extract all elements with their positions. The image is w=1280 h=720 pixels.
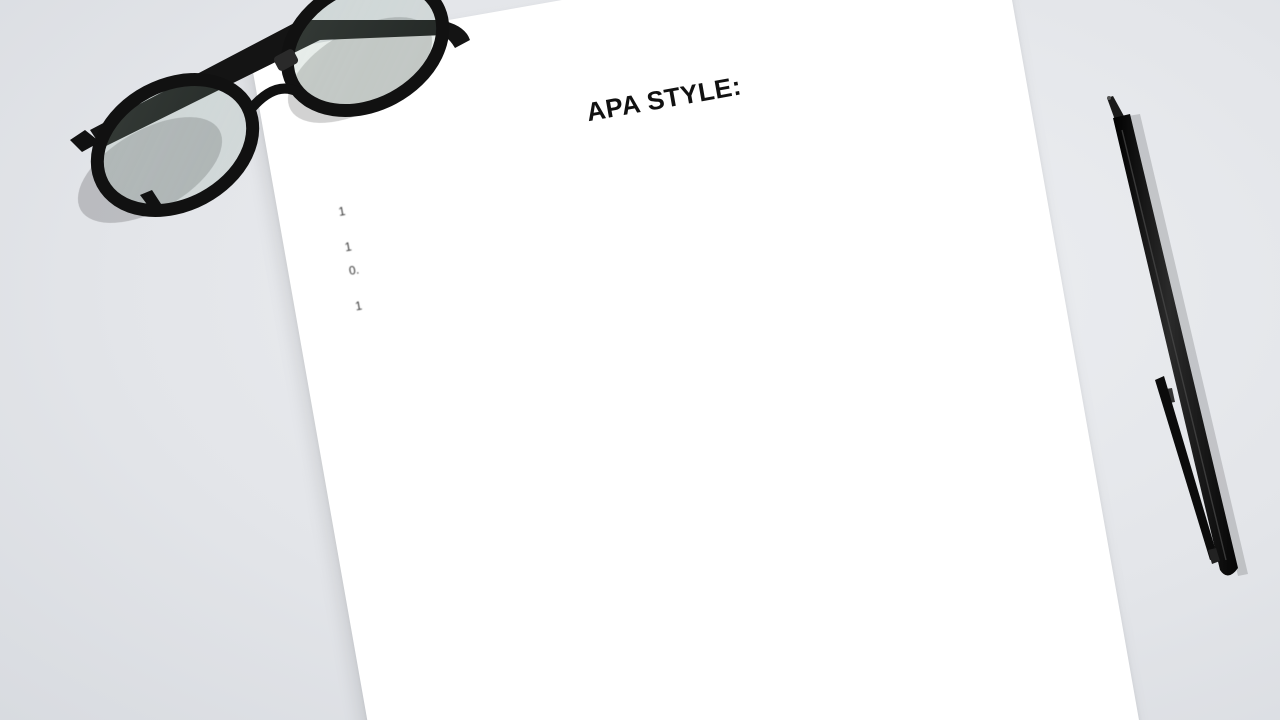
item-number: 1 bbox=[343, 239, 353, 255]
item-number: 0. bbox=[347, 262, 361, 278]
item-number: 1 bbox=[337, 203, 347, 219]
eyeglasses-icon bbox=[30, 0, 470, 250]
item-number: 1 bbox=[354, 298, 364, 314]
document-title: APA STYLE: bbox=[584, 70, 744, 128]
right-lens bbox=[264, 0, 465, 136]
pen-icon bbox=[1080, 90, 1260, 590]
